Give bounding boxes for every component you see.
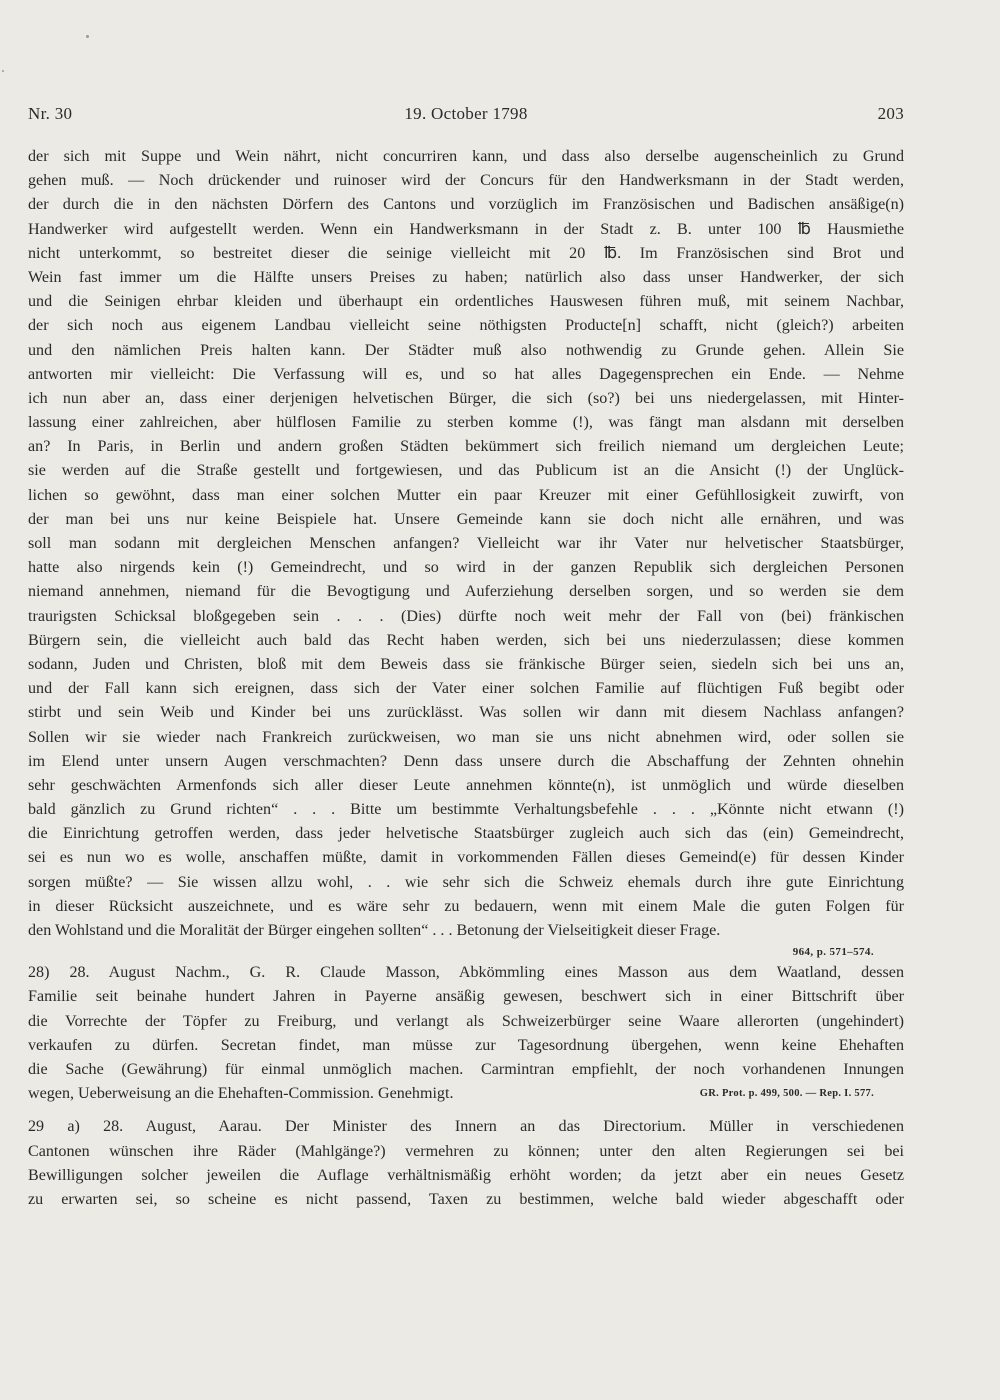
paragraph-gap [28, 1106, 904, 1115]
text-line: ich nun aber an, dass einer derjenigen helvetischen Bürger, die sich (so?) bei uns niedergelassen, mit Hinter- [28, 389, 904, 407]
text-line: bald gänzlich zu Grund richten“ . . . Bitte um bestimmte Verhaltungsbefehle . . . „Könnte nicht etwann (!) [28, 801, 904, 819]
text-line: sie werden auf die Straße gestellt und fortgewiesen, und das Publicum ist an die Ansicht (!) der Unglück- [28, 462, 904, 480]
text-line: verkaufen zu dürfen. Secretan findet, man müsse zur Tagesordnung übergehen, wenn keine Ehehaften [28, 1036, 904, 1054]
paragraph-petition-text [28, 145, 904, 943]
text-line: in dieser Rücksicht auszeichnete, und es wäre sehr zu bedauern, wenn mit einem Male die guten Folgen für [28, 897, 904, 915]
text-line: sorgen müßte? — Sie wissen allzu wohl, . . wie sehr sich die Schweiz ehemals durch ihre gute Einrichtung [28, 873, 904, 891]
text-line: der sich noch aus eigenem Landbau vielleicht seine nöthigsten Producte[n] schafft, nicht (gleich?) arbeiten [28, 317, 904, 335]
text-line: sehr geschwächten Armenfonds sich aller dieser Leute annehmen könnte(n), ist unmöglich und würde dieselben [28, 776, 904, 794]
text-line: den Wohlstand und die Moralität der Bürger eingehen sollten“ . . . Betonung der Vielseitigkeit dieser Frage. [28, 922, 721, 939]
text-line: nicht unterkommt, so bestreitet dieser die seinige vielleicht mit 20 ℔. Im Französischen sind Brot und [28, 244, 904, 262]
source-reference: 964, p. 571–574. [792, 946, 874, 959]
text-line: zu erwarten sei, so scheine es nicht passend, Taxen zu bestimmen, welche bald wieder abgeschafft oder [28, 1190, 904, 1208]
text-line: stirbt und sein Weib und Kinder bei uns zurücklässt. Was sollen wir dann mit diesem Nachlass anfangen? [28, 704, 904, 722]
issue-number: Nr. 30 [28, 104, 73, 123]
text-line: die Einrichtung getroffen werden, dass jeder helvetische Staatsbürger zugleich auch sich das (ein) Gemeindrecht, [28, 825, 904, 843]
text-line: gehen muß. — Noch drückender und ruinoser wird der Concurs für den Handwerksmann in der Stadt werden, [28, 172, 904, 190]
page-number: 203 [877, 104, 904, 123]
page-body [28, 145, 904, 1212]
paragraph-entry-28 [28, 961, 904, 1082]
text-line: 29 a) 28. August, Aarau. Der Minister des Innern an das Directorium. Müller in verschiedenen [28, 1118, 904, 1136]
text-line: an? In Paris, in Berlin und andern großen Städten bekümmert sich freilich niemand um dergleichen Leute; [28, 438, 904, 456]
text-line: antworten mir vielleicht: Die Verfassung will es, und so hat alles Dagegensprechen ein Ende. — Nehme [28, 365, 904, 383]
paper-speck [86, 35, 89, 38]
text-line: soll man sodann mit dergleichen Menschen anfangen? Vielleicht war ihr Vater nur helvetischer Staatsbürger, [28, 535, 904, 552]
text-line: der durch die in den nächsten Dörfern des Cantons und vorzüglich im Französischen und Badischen ansäßige(n) [28, 196, 904, 214]
text-line: Sollen wir sie wieder nach Frankreich zurückweisen, wo man sie uns nicht abnehmen wird, oder sollen sie [28, 728, 904, 746]
text-line: sodann, Juden und Christen, bloß mit dem Beweis dass sie fränkische Bürger seien, siedeln sich bei uns an, [28, 655, 904, 673]
text-line: hatte also nirgends kein (!) Gemeindrecht, und so wird in der ganzen Republik sich dergleichen Personen [28, 559, 904, 577]
source-reference: GR. Prot. p. 499, 500. — Rep. I. 577. [699, 1088, 874, 1100]
text-line: 28) 28. August Nachm., G. R. Claude Masson, Abkömmling eines Masson aus dem Waatland, dessen [28, 964, 904, 982]
text-line: lichen so gewöhnt, dass man einer solchen Mutter ein paar Kreuzer mit einer Gefühllosigkeit zuwirft, von [28, 486, 904, 504]
paragraph-entry-28-last-line [28, 1082, 904, 1106]
text-line: im Elend unter unsern Augen verschmachten? Denn dass unsere durch die Abschaffung der Zehnten ohnehin [28, 752, 904, 770]
text-line: Cantonen wünschen ihre Räder (Mahlgänge?) vermehren zu können; unter den alten Regierungen sei bei [28, 1142, 904, 1160]
text-line: die Vorrechte der Töpfer zu Freiburg, und verlangt als Schweizerbürger seine Waare allerorten (ungehindert) [28, 1012, 904, 1030]
text-line: Bewilligungen solcher jeweilen die Auflage verhältnismäßig erhöht worden; da jetzt aber ein neues Gesetz [28, 1166, 904, 1184]
text-line: niemand annehmen, niemand für die Bevogtigung und Auferziehung derselben sorgen, und so werden sie dem [28, 583, 904, 601]
text-line: lassung einer zahlreichen, aber hülflosen Familie zu sterben komme (!), was fängt man alsdann mit derselben [28, 414, 904, 432]
text-line: Familie seit beinahe hundert Jahren in Payerne ansäßig gewesen, beschwert sich in einer Bittschrift über [28, 988, 904, 1006]
paper-speck [2, 70, 4, 72]
text-line: der sich mit Suppe und Wein nährt, nicht concurriren kann, und dass also derselbe augenscheinlich zu Grund [28, 148, 904, 165]
paragraph-entry-29a [28, 1115, 904, 1212]
text-line: Wein fast immer um die Hälfte unsers Preises zu haben; natürlich also dass unser Handwerker, der sich [28, 268, 904, 286]
header-date: 19. October 1798 [404, 104, 528, 123]
text-line: sei es nun wo es wolle, anschaffen müßte, damit in vorkommenden Fällen dieses Gemeind(e) für dessen Kinder [28, 849, 904, 867]
text-line: und der Fall kann sich ereignen, dass sich der Vater einer solchen Familie auf flüchtigen Fuß begibt oder [28, 680, 904, 698]
text-line: Bürgern sein, die vielleicht auch bald das Recht haben werden, sich bei uns niederzulassen; diese kommen [28, 631, 904, 649]
text-line: der man bei uns nur keine Beispiele hat. Unsere Gemeinde kann sie doch nicht alle ernähren, und was [28, 510, 904, 528]
text-line: wegen, Ueberweisung an die Ehehaften-Commission. Genehmigt. [28, 1085, 454, 1103]
page-header [28, 104, 904, 130]
text-line: die Sache (Gewährung) für einmal unmöglich machen. Carmintran empfiehlt, der noch vorhandenen Innungen [28, 1060, 904, 1078]
text-line: traurigsten Schicksal bloßgegeben sein . . . (Dies) dürfte noch weit mehr der Fall von (bei) fränkischen [28, 607, 904, 625]
text-line: und den nämlichen Preis halten kann. Der Städter muß also nothwendig zu Grunde gehen. Allein Sie [28, 341, 904, 359]
text-line: Handwerker wird aufgestellt werden. Wenn ein Handwerksmann in der Stadt z. B. unter 100 ℔ Hausmiethe [28, 220, 904, 238]
text-line: und die Seinigen ehrbar kleiden und überhaupt ein ordentliches Hauswesen führen muß, mit seinem Nachbar, [28, 293, 904, 311]
